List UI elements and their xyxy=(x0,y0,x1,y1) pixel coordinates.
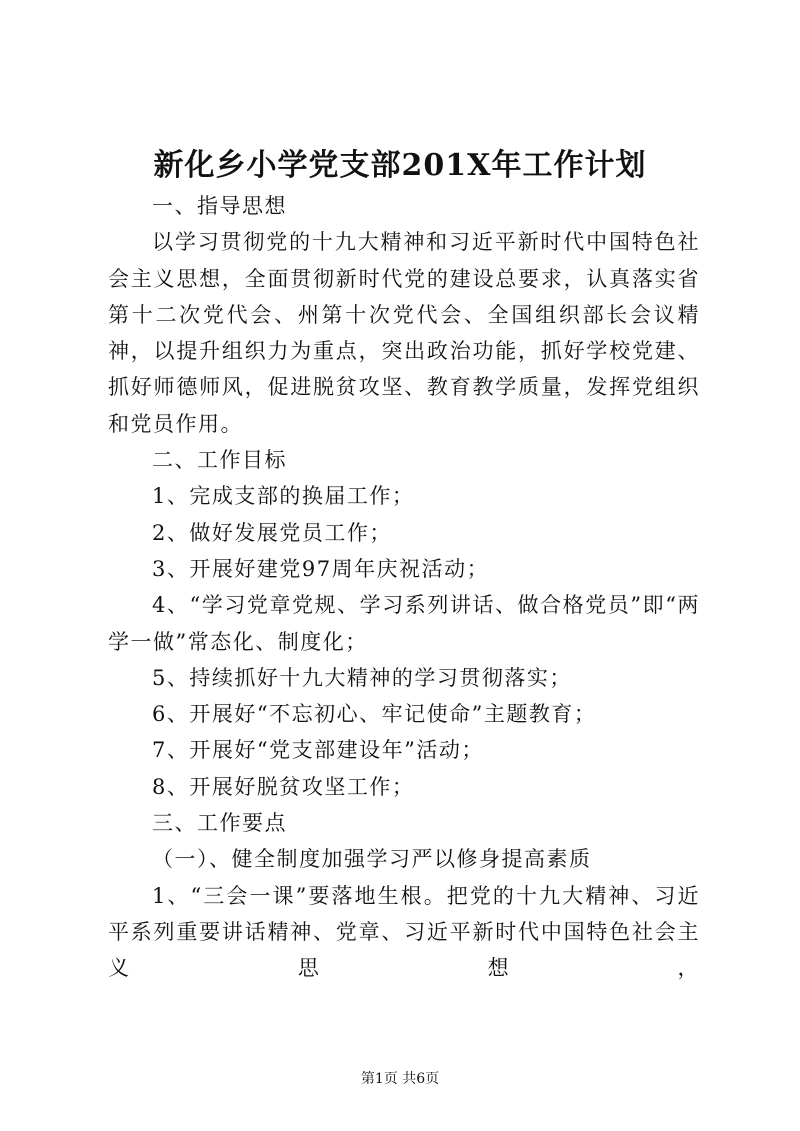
section-heading-guiding-thought: 一、指导思想 xyxy=(152,194,287,218)
goal-item-7: 7、开展好“党支部建设年”活动； xyxy=(152,738,484,763)
guiding-thought-paragraph: 以学习贯彻党的十九大精神和习近平新时代中国特色社会主义思想，全面贯彻新时代党的建设总要求，认真落实省第十二次党代会、州第十次党代会、全国组织部长会议精神，以提升组织力为重点，突出政治功能，抓好学校党建、抓好师德师风，促进脱贫攻坚、教育教学质量，发挥党组织和党员作用。 xyxy=(108,230,700,436)
page-number-footer: 第1页 共6页 xyxy=(360,1071,440,1087)
goal-item-3: 3、开展好建党97周年庆祝活动； xyxy=(152,556,490,581)
section-heading-work-points: 三、工作要点 xyxy=(152,811,287,836)
goal-item-1: 1、完成支部的换届工作； xyxy=(152,484,415,509)
goal-item-2: 2、做好发展党员工作； xyxy=(152,520,392,545)
goal-item-4: 4、“学习党章党规、学习系列讲话、做合格党员”即“两学一做”常态化、制度化； xyxy=(108,593,700,654)
document-title: 新化乡小学党支部201X年工作计划 xyxy=(153,148,647,183)
goal-item-5: 5、持续抓好十九大精神的学习贯彻落实； xyxy=(152,665,572,690)
goal-item-8: 8、开展好脱贫攻坚工作； xyxy=(152,774,415,799)
goal-item-6: 6、开展好“不忘初心、牢记使命”主题教育； xyxy=(152,702,597,727)
sub-heading-system-study: （一）、健全制度加强学习严以修身提高素质 xyxy=(152,847,592,872)
work-point-item-1: 1、“三会一课”要落地生根。把党的十九大精神、习近平系列重要讲话精神、党章、习近平新时代中国特色社会主义思想， xyxy=(108,883,700,981)
section-heading-work-goals: 二、工作目标 xyxy=(152,448,287,473)
document-body xyxy=(108,188,700,987)
